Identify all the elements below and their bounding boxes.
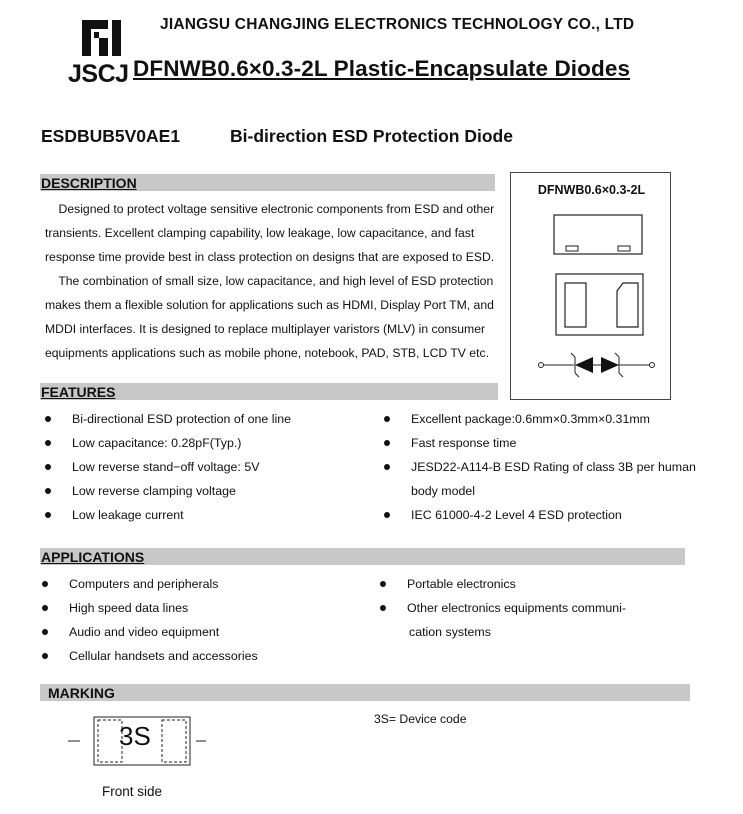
list-item: Low leakage current bbox=[45, 503, 375, 527]
part-number: ESDBUB5V0AE1 bbox=[41, 126, 181, 146]
marking-code-note: 3S= Device code bbox=[374, 712, 467, 726]
package-drawings bbox=[511, 173, 672, 401]
list-item: Low reverse clamping voltage bbox=[45, 479, 375, 503]
list-item: Excellent package:0.6mm×0.3mm×0.31mm bbox=[384, 407, 724, 431]
package-outline-box bbox=[510, 172, 671, 400]
list-item: Other electronics equipments communi- bbox=[380, 596, 710, 620]
description-heading: DESCRIPTION bbox=[41, 175, 137, 191]
list-item: Bi-directional ESD protection of one line bbox=[45, 407, 375, 431]
side-pad-right bbox=[618, 246, 630, 251]
marking-heading: MARKING bbox=[48, 685, 115, 701]
description-line: Designed to protect voltage sensitive electronic components from ESD and other bbox=[45, 202, 495, 216]
list-item: Low capacitance: 0.28pF(Typ.) bbox=[45, 431, 375, 455]
list-item: Audio and video equipment bbox=[42, 620, 372, 644]
list-item: IEC 61000-4-2 Level 4 ESD protection bbox=[384, 503, 724, 527]
list-item: body model bbox=[411, 484, 476, 498]
bottom-pad-left bbox=[565, 283, 586, 327]
features-heading: FEATURES bbox=[41, 384, 116, 400]
applications-heading: APPLICATIONS bbox=[41, 549, 145, 565]
diode-arrow-right bbox=[601, 357, 619, 373]
description-line: equipments applications such as mobile phone, notebook, PAD, STB, LCD TV etc. bbox=[45, 346, 489, 360]
document-title: DFNWB0.6×0.3-2L Plastic-Encapsulate Diodes bbox=[133, 56, 631, 81]
jscj-logo-mark bbox=[82, 18, 122, 58]
description-line: response time provide best in class protection on designs that are exposed to ESD. bbox=[45, 250, 495, 264]
part-description: Bi-direction ESD Protection Diode bbox=[230, 126, 513, 146]
list-item: High speed data lines bbox=[42, 596, 372, 620]
description-line: MDDI interfaces. It is designed to replace multiplayer varistors (MLV) in consumer bbox=[45, 322, 486, 336]
list-item: Fast response time bbox=[384, 431, 724, 455]
applications-left-list bbox=[42, 572, 372, 668]
description-line: makes them a flexible solution for applications such as HDMI, Display Port TM, and bbox=[45, 298, 494, 312]
side-pad-left bbox=[566, 246, 578, 251]
description-line: transients. Excellent clamping capability, low leakage, low capacitance, and fast bbox=[45, 226, 475, 240]
list-item: JESD22-A114-B ESD Rating of class 3B per human bbox=[384, 455, 724, 479]
features-right-list bbox=[384, 407, 724, 527]
company-name: JIANGSU CHANGJING ELECTRONICS TECHNOLOGY CO., LTD bbox=[160, 16, 635, 33]
list-item: Low reverse stand−off voltage: 5V bbox=[45, 455, 375, 479]
list-item: cation systems bbox=[409, 625, 491, 639]
logo-text: JSCJ bbox=[68, 60, 129, 88]
features-left-list bbox=[45, 407, 375, 527]
list-item: Computers and peripherals bbox=[42, 572, 372, 596]
front-side-label: Front side bbox=[102, 784, 163, 799]
package-label: DFNWB0.6×0.3-2L bbox=[537, 183, 646, 197]
description-line: The combination of small size, low capacitance, and high level of ESD protection bbox=[45, 274, 494, 288]
list-item: Cellular handsets and accessories bbox=[42, 644, 372, 668]
list-item: Portable electronics bbox=[380, 572, 710, 596]
bottom-pad-right bbox=[617, 283, 638, 327]
diode-arrow-left bbox=[575, 357, 593, 373]
marking-section-bar bbox=[40, 684, 690, 701]
marking-code: 3S bbox=[119, 721, 151, 751]
description-text bbox=[45, 197, 495, 365]
applications-right-list bbox=[380, 572, 710, 644]
